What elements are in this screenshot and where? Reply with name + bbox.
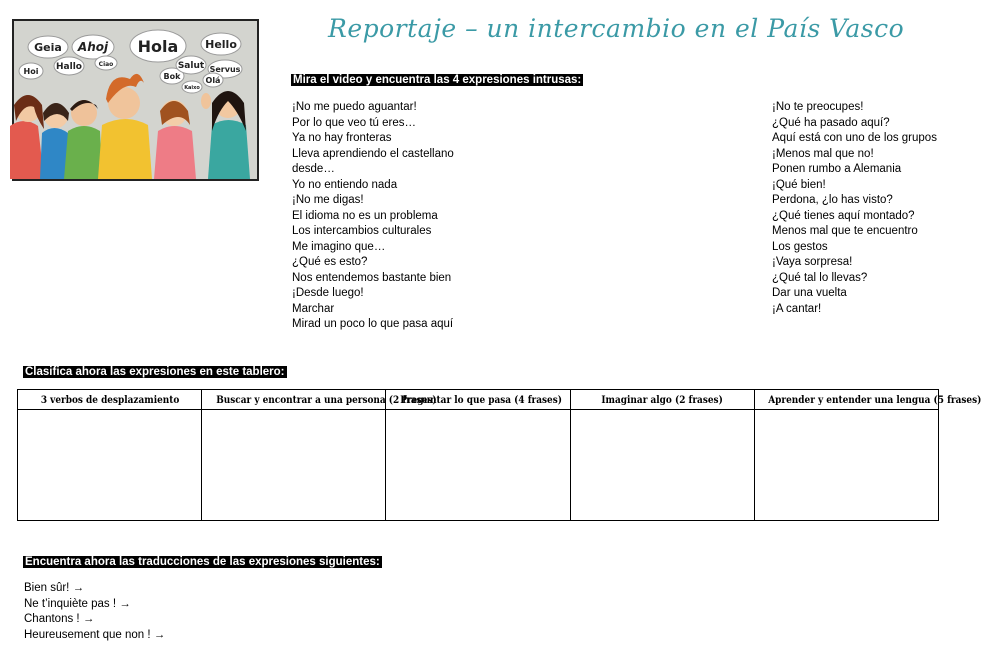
expressions-right-column: [772, 100, 937, 317]
expression-item: Me imagino que…: [292, 240, 386, 253]
bubble-text: Kaixo: [184, 85, 200, 91]
bubble-text: Hallo: [56, 62, 82, 72]
classification-table: [17, 389, 982, 521]
expression-item: Aquí está con uno de los grupos: [772, 132, 937, 144]
expression-item: ¡A cantar!: [772, 302, 822, 315]
page-title: Reportaje – un intercambio en el País Vasco: [328, 14, 905, 43]
instruction-find-intruders: [291, 70, 583, 88]
expression-item: ¡Menos mal que no!: [772, 147, 874, 160]
expression-item: ¡Qué bien!: [772, 178, 826, 191]
bubble-text: Olá: [205, 76, 221, 85]
expression-item: ¡No me digas!: [292, 194, 364, 206]
expression-item: Por lo que veo tú eres…: [292, 116, 417, 129]
translation-item: Heureusement que non ! →: [24, 628, 166, 641]
expression-item: Ponen rumbo a Alemania: [772, 163, 902, 175]
instruction-classify: [23, 362, 287, 380]
bubble-text: Hola: [137, 37, 179, 56]
expressions-left-column: [292, 100, 454, 333]
bubble-text: Ciao: [98, 61, 114, 68]
expression-item: desde…: [292, 163, 335, 175]
answer-cell[interactable]: [18, 410, 202, 521]
instruction-text: Encuentra ahora las traducciones de las expresiones siguientes:: [25, 556, 380, 568]
translation-item: Ne t’inquiète pas ! →: [24, 597, 131, 610]
answer-cell[interactable]: [386, 410, 570, 521]
translation-item: Bien sûr! →: [24, 582, 85, 594]
bubble-text: Servus: [209, 65, 241, 74]
expression-item: Nos entendemos bastante bien: [292, 271, 452, 284]
instruction-text: Mira el video y encuentra las 4 expresiones intrusas:: [293, 74, 582, 86]
bubble-text: Hello: [205, 38, 237, 51]
expression-item: Ya no hay fronteras: [292, 132, 392, 144]
column-header: Preguntar lo que pasa (4 frases): [400, 390, 557, 410]
instruction-translate: [23, 552, 382, 570]
expression-item: Mirad un poco lo que pasa aquí: [292, 318, 454, 330]
expression-item: Perdona, ¿lo has visto?: [772, 194, 893, 206]
column-header: Imaginar algo (2 frases): [584, 390, 741, 410]
expression-item: ¿Qué tal lo llevas?: [772, 271, 868, 284]
expression-item: ¡Desde luego!: [292, 287, 364, 299]
bubble-text: Bok: [163, 72, 181, 81]
table-header-row: [18, 390, 939, 410]
illustration-multilingual-greetings: [12, 19, 259, 181]
expression-item: Los gestos: [772, 240, 828, 253]
column-header: 3 verbos de desplazamiento: [31, 390, 188, 410]
column-header: Buscar y encontrar a una persona (2 frases): [216, 390, 373, 410]
table-row: [18, 410, 939, 521]
expression-item: ¿Qué ha pasado aquí?: [772, 116, 890, 129]
expression-item: ¡Vaya sorpresa!: [772, 256, 853, 268]
column-header: Aprender y entender una lengua (5 frases): [768, 390, 925, 410]
expression-item: Lleva aprendiendo el castellano: [292, 147, 454, 160]
expression-item: El idioma no es un problema: [292, 209, 438, 222]
expression-item: ¡No te preocupes!: [772, 101, 864, 113]
instruction-text: Clasifica ahora las expresiones en este tablero:: [25, 366, 285, 378]
expression-item: Marchar: [292, 302, 335, 315]
bubble-text: Ahoj: [77, 40, 109, 54]
expression-item: Menos mal que te encuentro: [772, 225, 918, 237]
expression-item: Los intercambios culturales: [292, 225, 432, 237]
bubble-text: Geia: [34, 41, 62, 54]
expression-item: ¿Qué tienes aquí montado?: [772, 209, 915, 222]
translation-item: Chantons ! →: [24, 613, 95, 625]
translation-list: [24, 581, 165, 643]
bubble-text: Hoi: [23, 67, 39, 76]
bubble-text: Salut: [177, 61, 205, 71]
answer-cell[interactable]: [202, 410, 386, 521]
expression-item: Yo no entiendo nada: [292, 178, 398, 191]
answer-cell[interactable]: [570, 410, 754, 521]
expression-item: ¡No me puedo aguantar!: [292, 101, 417, 113]
greeting-people-illustration: [14, 21, 257, 179]
answer-cell[interactable]: [754, 410, 938, 521]
expression-item: Dar una vuelta: [772, 287, 847, 299]
expression-item: ¿Qué es esto?: [292, 256, 368, 268]
